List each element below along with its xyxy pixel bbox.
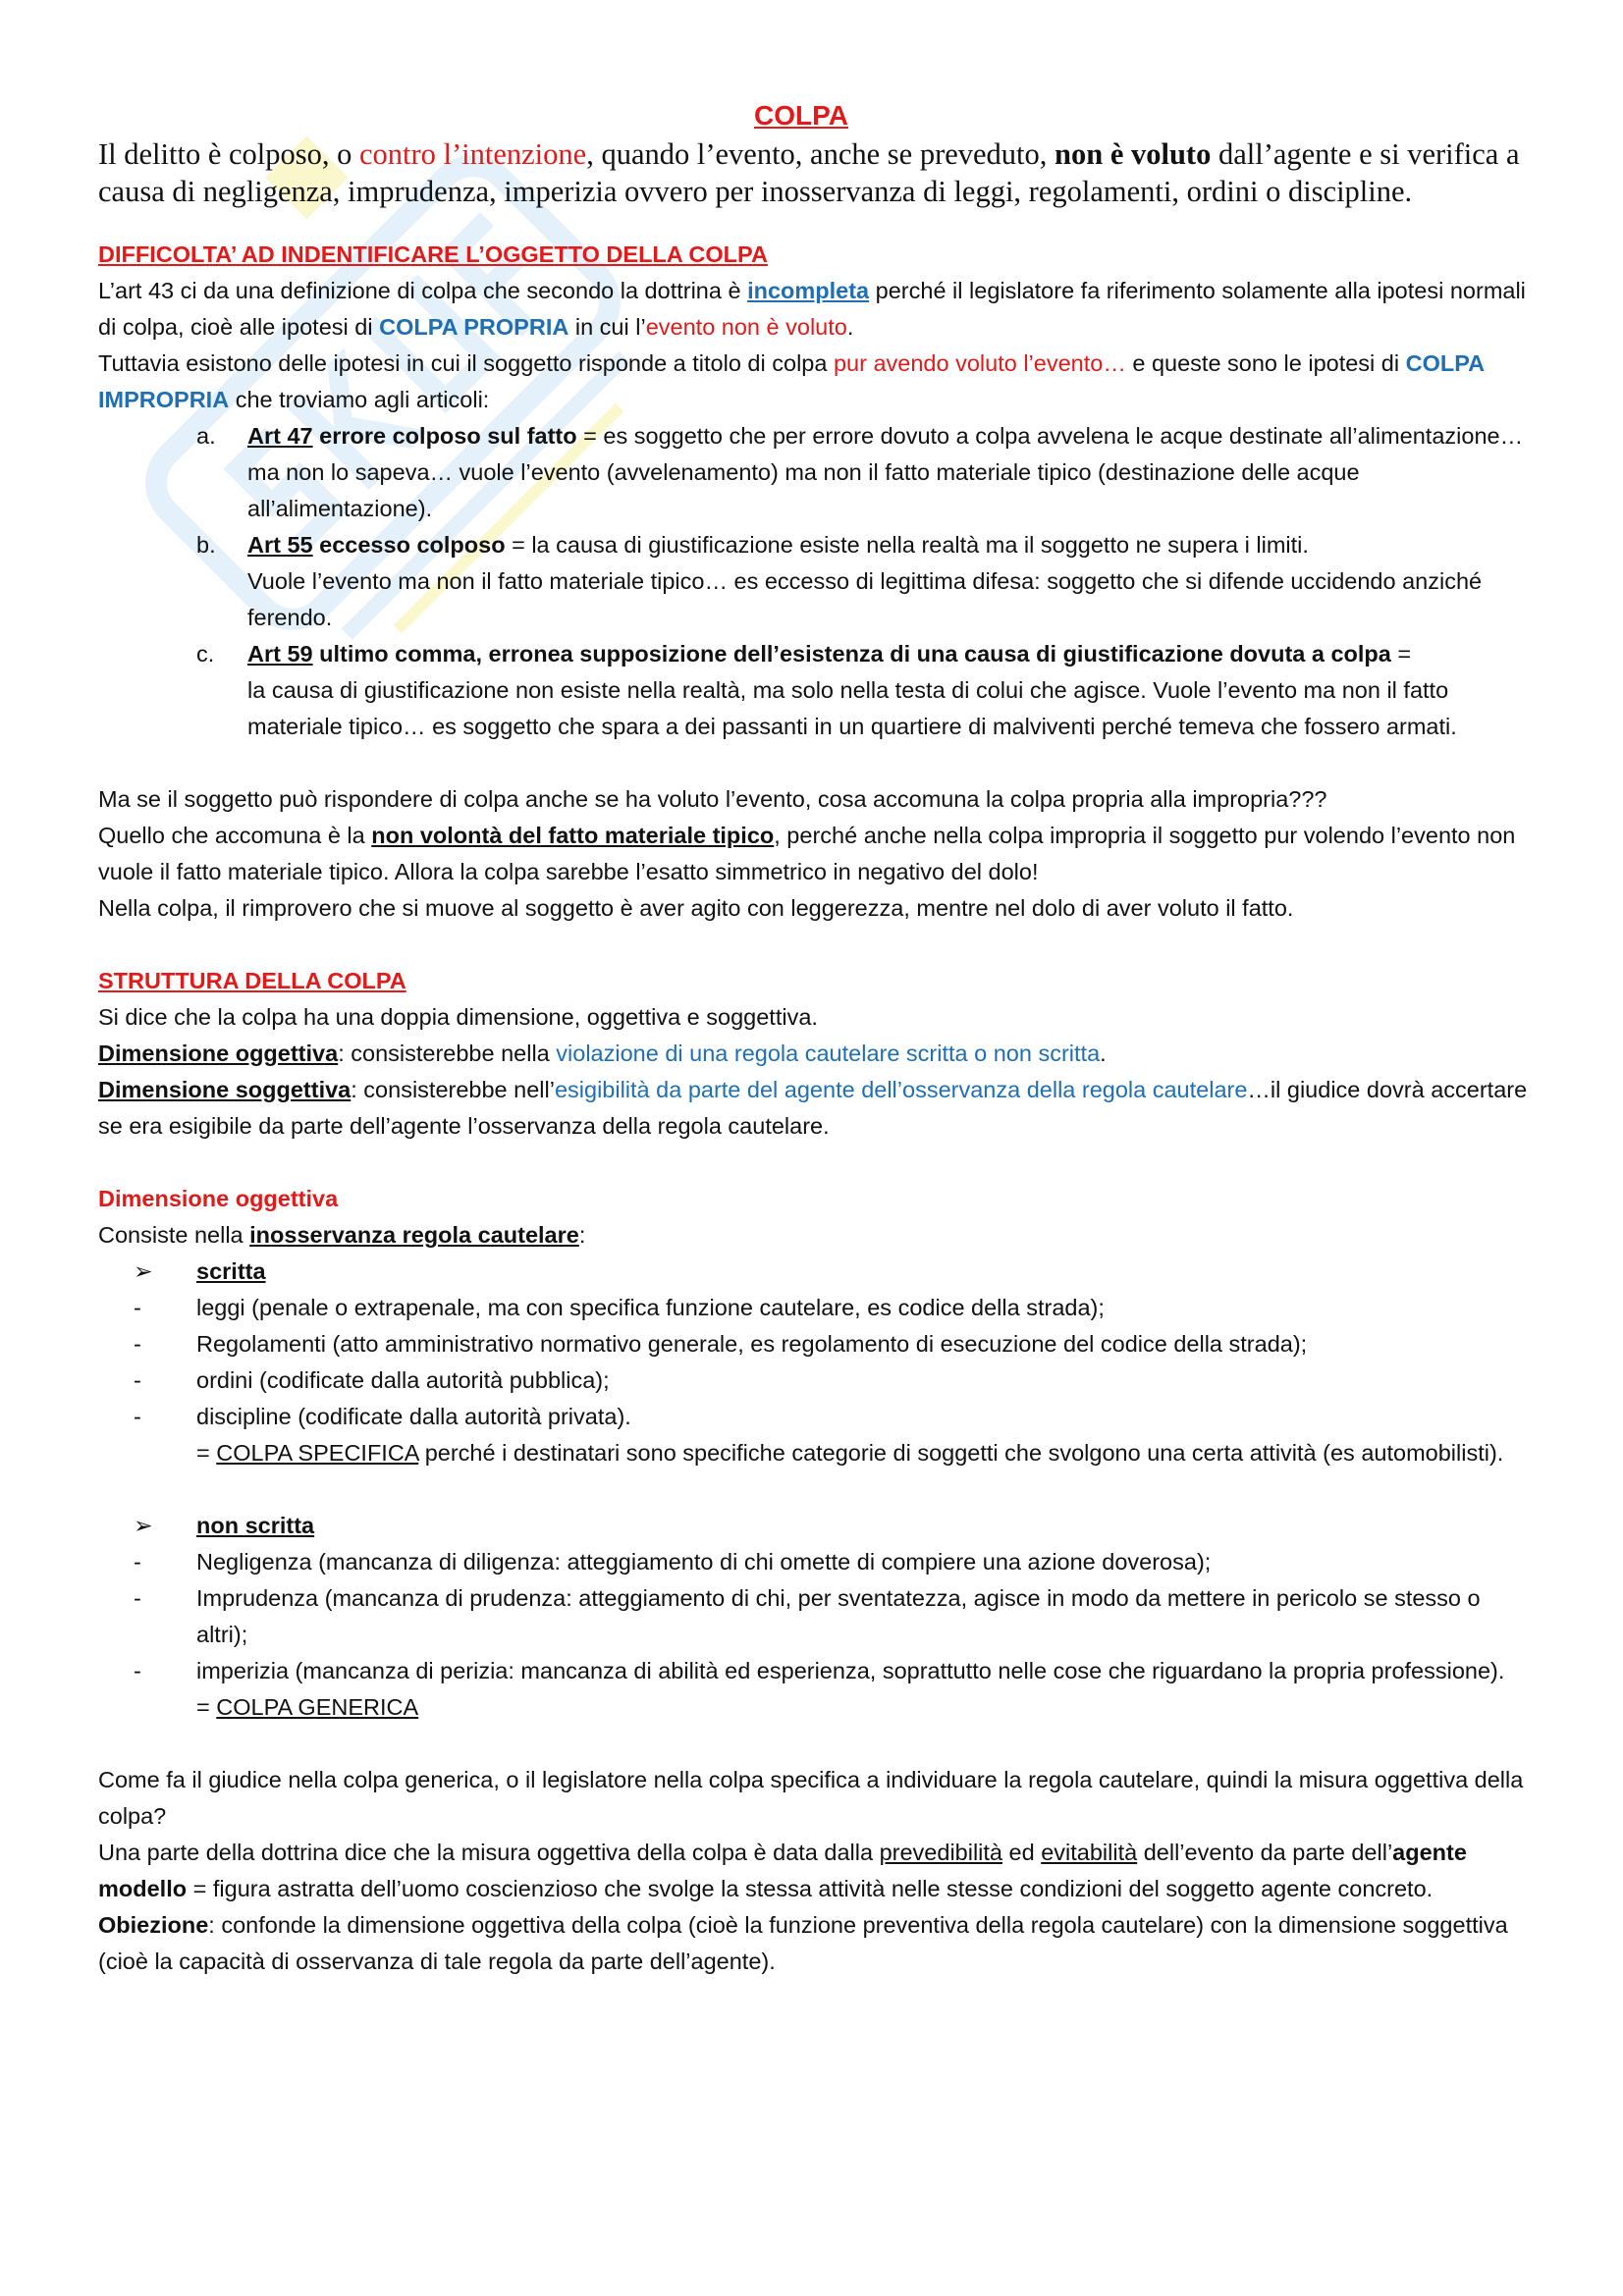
- arrow-bullet-icon: ➢: [134, 1513, 153, 1538]
- list-item: - Regolamenti (atto amministrativo normativo generale, es regolamento di esecuzione del codice della strada);: [134, 1331, 1308, 1357]
- articles-list: [98, 418, 1532, 745]
- scritta-list: [98, 1254, 1532, 1435]
- paragraph-question: Ma se il soggetto può rispondere di colpa anche se ha voluto l’evento, cosa accomuna la colpa propria alla impropria???: [98, 786, 1327, 812]
- list-item: - discipline (codificate dalla autorità privata).: [134, 1404, 631, 1429]
- list-item: a. Art 47 errore colposo sul fatto = es soggetto che per errore dovuto a colpa avvelena le acque destinate all’alimentazione… ma non lo sapeva… vuole l’evento (avvelenamento) ma non il fatto materiale tipico (destinazione delle acque all’alimentazione).: [196, 423, 1524, 521]
- list-item: - imperizia (mancanza di perizia: mancanza di abilità ed esperienza, soprattutto nelle cose che riguardano la propria professione).: [134, 1658, 1505, 1683]
- arrow-bullet-icon: ➢: [134, 1258, 153, 1284]
- list-item-scritta: ➢ scritta: [98, 1254, 1532, 1290]
- list-item: - ordini (codificate dalla autorità pubblica);: [134, 1367, 610, 1393]
- intro-definition: Il delitto è colposo, o contro l’intenzione, quando l’evento, anche se preveduto, non è voluto dall’agente e si verifica a causa di negligenza, imprudenza, imperizia ovvero per inosservanza di leggi, regolamenti, ordini o discipline.: [98, 137, 1520, 208]
- non-scritta-list: [98, 1508, 1532, 1689]
- list-item: c. Art 59 ultimo comma, erronea supposizione dell’esistenza di una causa di giustificazione dovuta a colpa = la causa di giustificazione non esiste nella realtà, ma solo nella testa di colui che agisce. Vuole l’evento ma non il fatto materiale tipico… es soggetto che spara a dei passanti in un quartiere di malviventi perché temeva che fossero armati.: [196, 641, 1457, 739]
- colpa-specifica-note: = COLPA SPECIFICA perché i destinatari sono specifiche categorie di soggetti che svolgono una certa attività (es automobilisti).: [196, 1440, 1504, 1466]
- paragraph-art43: L’art 43 ci da una definizione di colpa che secondo la dottrina è incompleta perché il legislatore fa riferimento solamente alla ipotesi normali di colpa, cioè alle ipotesi di COLPA PROPRIA in cui l’evento non è voluto.: [98, 278, 1526, 340]
- colpa-generica-note: = COLPA GENERICA: [196, 1694, 419, 1720]
- page-title: COLPA: [754, 100, 848, 131]
- section-heading-dimensione-oggettiva: Dimensione oggettiva: [98, 1186, 339, 1211]
- paragraph-obiezione: Obiezione: confonde la dimensione oggettiva della colpa (cioè la funzione preventiva della regola cautelare) con la dimensione soggettiva (cioè la capacità di osservanza di tale regola da parte dell’agente).: [98, 1912, 1508, 1974]
- paragraph-rimprovero: Nella colpa, il rimprovero che si muove al soggetto è aver agito con leggerezza, mentre nel dolo di aver voluto il fatto.: [98, 895, 1294, 921]
- section-heading-difficolta: DIFFICOLTA’ AD INDENTIFICARE L’OGGETTO DELLA COLPA: [98, 241, 768, 267]
- paragraph-doppia-dimensione: Si dice che la colpa ha una doppia dimensione, oggettiva e soggettiva.: [98, 1004, 818, 1030]
- list-item-non-scritta: ➢ non scritta: [98, 1508, 1532, 1544]
- paragraph-giudice-question: Come fa il giudice nella colpa generica, o il legislatore nella colpa specifica a individuare la regola cautelare, quindi la misura oggettiva della colpa?: [98, 1767, 1524, 1829]
- section-heading-struttura: STRUTTURA DELLA COLPA: [98, 968, 406, 993]
- list-item: - Negligenza (mancanza di diligenza: atteggiamento di chi omette di compiere una azione doverosa);: [134, 1549, 1212, 1575]
- list-item: b. Art 55 eccesso colposo = la causa di giustificazione esiste nella realtà ma il soggetto ne supera i limiti. Vuole l’evento ma non il fatto materiale tipico… es eccesso di legittima difesa: soggetto che si difende uccidendo anziché ferendo.: [196, 532, 1483, 630]
- paragraph-accomuna: Quello che accomuna è la non volontà del fatto materiale tipico, perché anche nella colpa impropria il soggetto pur volendo l’evento non vuole il fatto materiale tipico. Allora la colpa sarebbe l’esatto simmetrico in negativo del dolo!: [98, 823, 1516, 884]
- paragraph-agente-modello: Una parte della dottrina dice che la misura oggettiva della colpa è data dalla prevedibilità ed evitabilità dell’evento da parte dell’agente modello = figura astratta dell’uomo coscienzioso che svolge la stessa attività nelle stesse condizioni del soggetto agente concreto.: [98, 1840, 1467, 1901]
- paragraph-inosservanza: Consiste nella inosservanza regola cautelare:: [98, 1222, 586, 1248]
- paragraph-colpa-impropria: Tuttavia esistono delle ipotesi in cui il soggetto risponde a titolo di colpa pur avendo voluto l’evento… e queste sono le ipotesi di COLPA IMPROPRIA che troviamo agli articoli:: [98, 350, 1485, 412]
- list-item: - Imprudenza (mancanza di prudenza: atteggiamento di chi, per sventatezza, agisce in modo da mettere in pericolo se stesso o altri);: [134, 1585, 1481, 1647]
- paragraph-dimensione-soggettiva: Dimensione soggettiva: consisterebbe nell’esigibilità da parte del agente dell’osservanza della regola cautelare…il giudice dovrà accertare se era esigibile da parte dell’agente l’osservanza della regola cautelare.: [98, 1077, 1528, 1139]
- paragraph-dimensione-oggettiva: Dimensione oggettiva: consisterebbe nella violazione di una regola cautelare scritta o non scritta.: [98, 1041, 1107, 1066]
- list-item: - leggi (penale o extrapenale, ma con specifica funzione cautelare, es codice della strada);: [134, 1295, 1105, 1320]
